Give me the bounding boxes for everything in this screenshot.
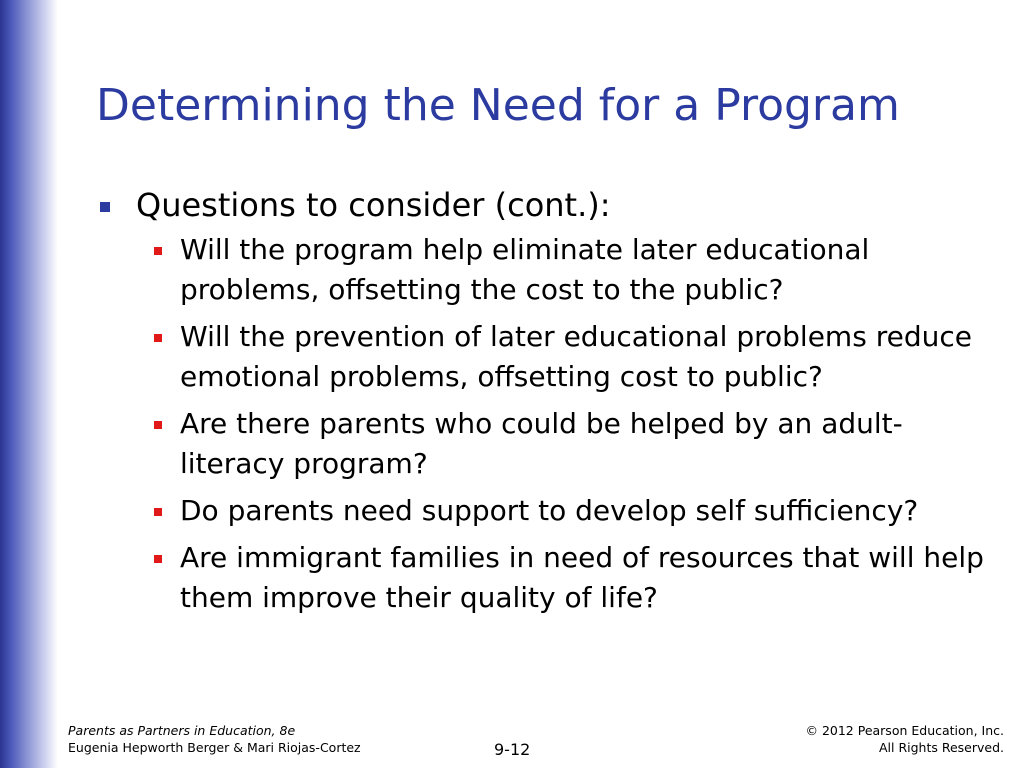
- footer-book-title: Parents as Partners in Education, 8e: [68, 723, 296, 738]
- main-bullet: [96, 186, 1006, 224]
- red-square-bullet-icon: [154, 555, 162, 563]
- left-gradient-bar: [0, 0, 58, 768]
- footer-authors: Eugenia Hepworth Berger & Mari Riojas-Cortez: [68, 740, 361, 755]
- footer-copyright: [805, 722, 1004, 756]
- sub-bullet-text: Are there parents who could be helped by an adult-literacy program?: [180, 407, 903, 481]
- main-bullet-text: Questions to consider (cont.):: [136, 186, 611, 224]
- sub-bullet-list: [96, 230, 1006, 618]
- footer-rights-line: All Rights Reserved.: [878, 740, 1004, 755]
- sub-bullet-text: Will the program help eliminate later educational problems, offsetting the cost to the public?: [180, 233, 870, 307]
- red-square-bullet-icon: [154, 508, 162, 516]
- sub-bullet: [96, 317, 1006, 397]
- sub-bullet-text: Will the prevention of later educational problems reduce emotional problems, offsetting cost to public?: [180, 320, 972, 394]
- red-square-bullet-icon: [154, 247, 162, 255]
- sub-bullet: [96, 404, 1006, 484]
- red-square-bullet-icon: [154, 334, 162, 342]
- slide-content: [96, 186, 1006, 625]
- sub-bullet: [96, 491, 1006, 531]
- footer-copyright-line: © 2012 Pearson Education, Inc.: [805, 723, 1004, 738]
- sub-bullet: [96, 230, 1006, 310]
- red-square-bullet-icon: [154, 421, 162, 429]
- sub-bullet: [96, 538, 1006, 618]
- square-bullet-icon: [100, 202, 110, 212]
- sub-bullet-text: Are immigrant families in need of resources that will help them improve their quality of life?: [180, 541, 984, 615]
- slide-title: Determining the Need for a Program: [96, 80, 900, 131]
- page-number: 9-12: [494, 740, 531, 759]
- footer-book-info: [68, 722, 361, 756]
- sub-bullet-text: Do parents need support to develop self sufficiency?: [180, 494, 919, 528]
